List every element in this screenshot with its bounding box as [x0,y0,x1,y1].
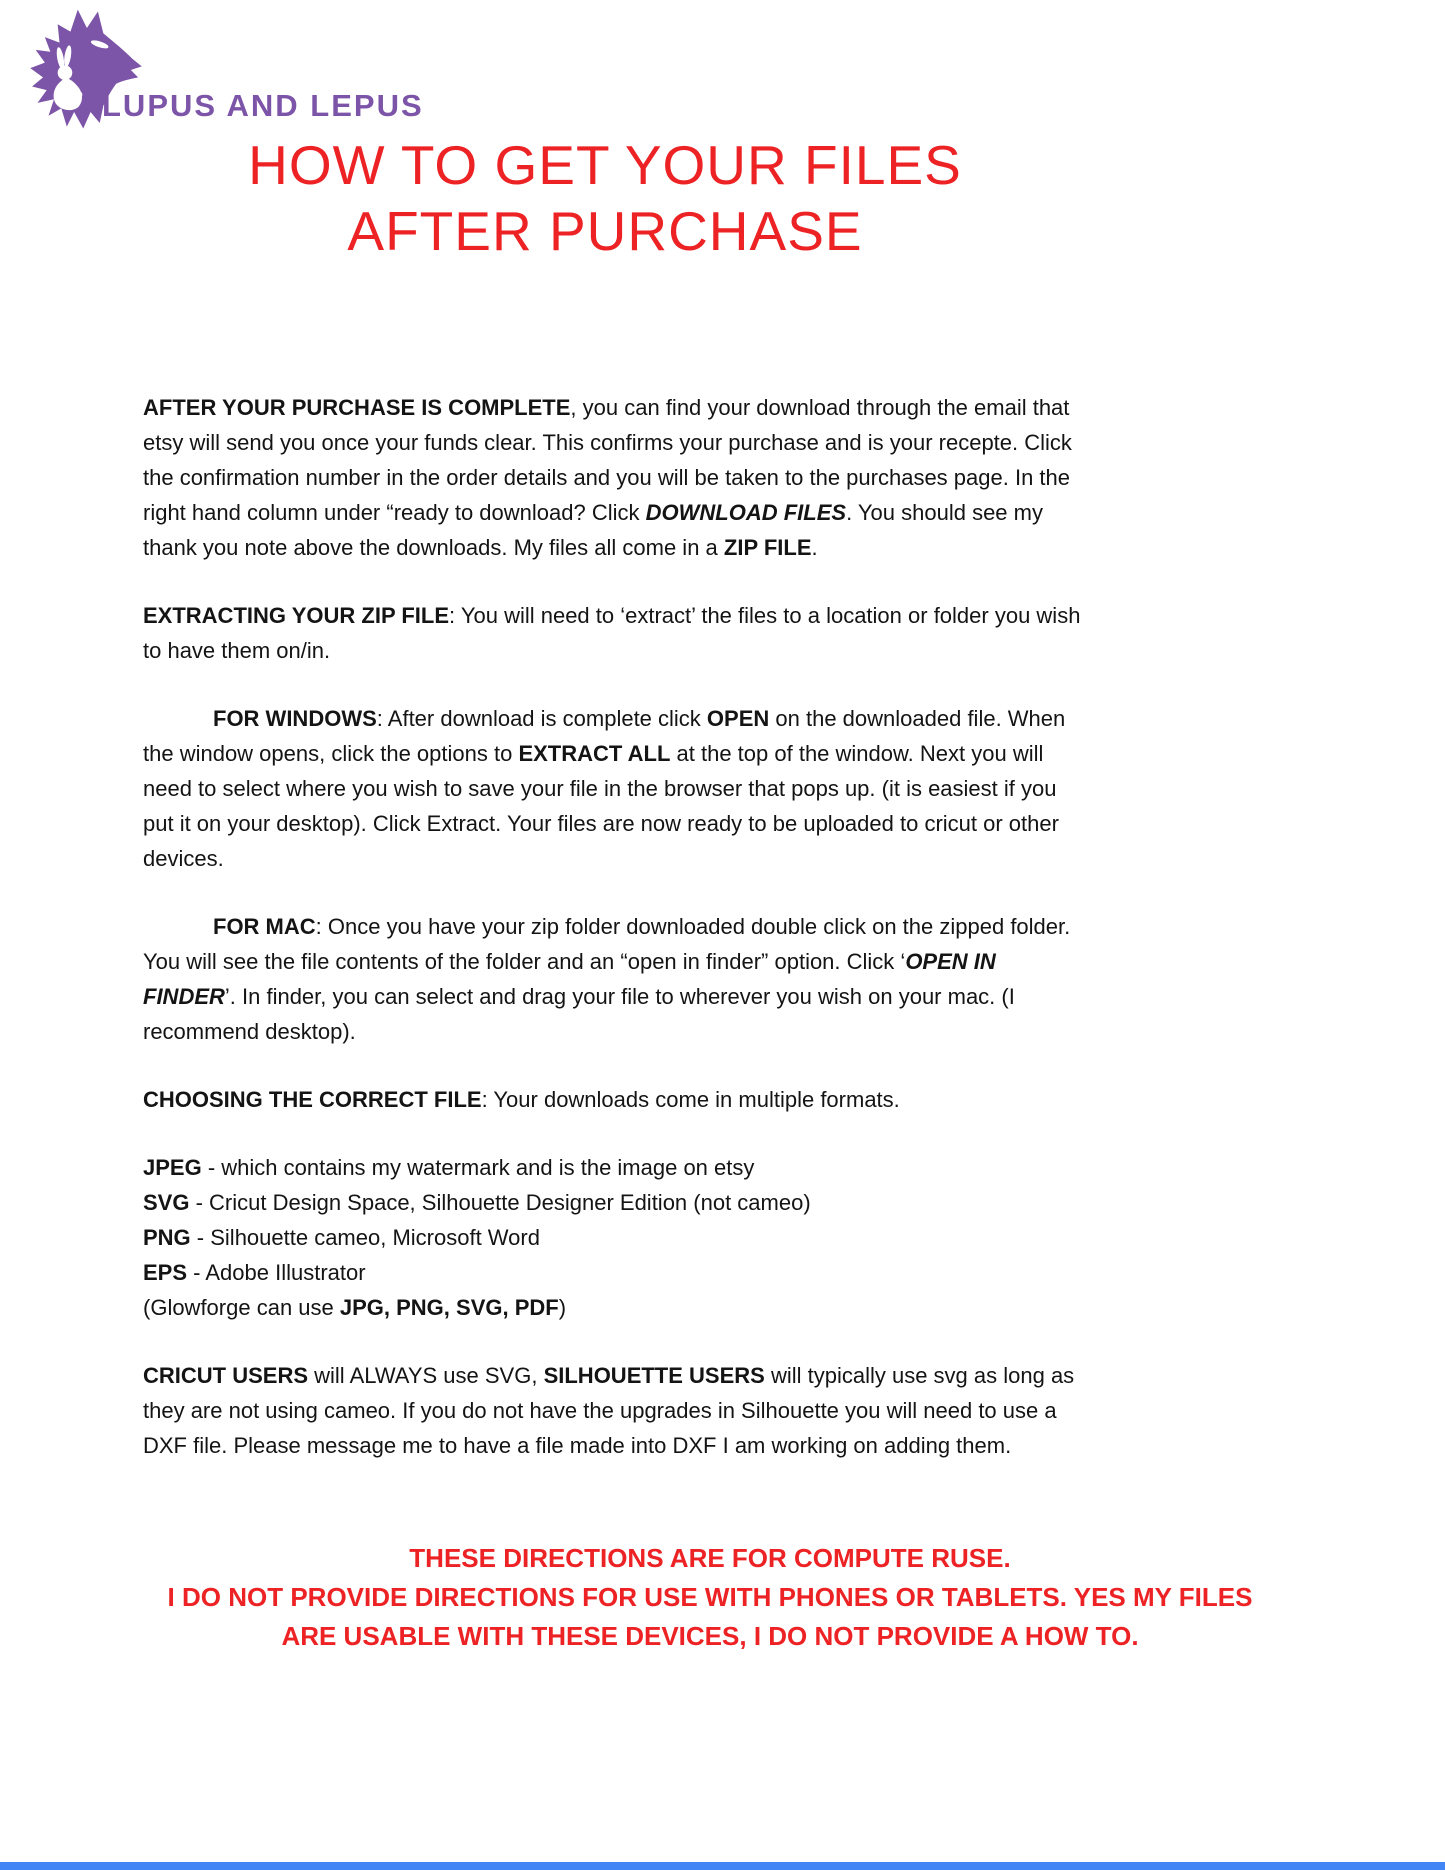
format-eps: EPS - Adobe Illustrator [143,1260,366,1285]
format-png: PNG - Silhouette cameo, Microsoft Word [143,1225,540,1250]
page-title-line2: AFTER PURCHASE [347,200,863,262]
bottom-blue-bar [0,1862,1445,1870]
para-cricut-users: CRICUT USERS will ALWAYS use SVG, SILHOUETTE USERS will typically use svg as long as they are not using cameo. If you do not have the upgrades in Silhouette you will need to use a DXF file. Please message me to have a file made into DXF I am working on adding them. [143,1363,1075,1458]
page-title-line1: HOW TO GET YOUR FILES [248,134,962,196]
format-glowforge: (Glowforge can use JPG, PNG, SVG, PDF) [143,1295,567,1320]
para-after-purchase: AFTER YOUR PURCHASE IS COMPLETE, you can find your download through the email that etsy will send you once your funds clear. This confirms your purchase and is your recepte. Click the confirmation number in the order details and you will be taken to the purchases page. In the right hand column under “ready to download? Click DOWNLOAD FILES. You should see my thank you note above the downloads. My files all come in a ZIP FILE. [143,395,1072,560]
format-svg: SVG - Cricut Design Space, Silhouette Designer Edition (not cameo) [143,1190,811,1215]
footer-warning [85,1539,1335,1656]
brand-name: LUPUS AND LEPUS [102,88,424,123]
para-for-mac: FOR MAC: Once you have your zip folder downloaded double click on the zipped folder. You will see the file contents of the folder and an “open in finder” option. Click ‘OPEN IN FINDER’. In finder, you can select and drag your file to wherever you wish on your mac. (I recommend desktop). [143,914,1071,1044]
page-title [0,132,1210,264]
format-jpeg: JPEG - which contains my watermark and is the image on etsy [143,1155,755,1180]
footer-warning-line1: THESE DIRECTIONS ARE FOR COMPUTE RUSE. [409,1543,1011,1573]
body-blocks [143,390,1091,1496]
brand-logo [26,6,424,134]
footer-warning-line2: I DO NOT PROVIDE DIRECTIONS FOR USE WITH PHONES OR TABLETS. YES MY FILES [167,1582,1253,1612]
para-for-windows: FOR WINDOWS: After download is complete click OPEN on the downloaded file. When the window opens, click the options to EXTRACT ALL at the top of the window. Next you will need to select where you wish to save your file in the browser that pops up. (it is easiest if you put it on your desktop). Click Extract. Your files are now ready to be uploaded to cricut or other devices. [143,706,1066,871]
footer-warning-line3: ARE USABLE WITH THESE DEVICES, I DO NOT PROVIDE A HOW TO. [281,1621,1139,1651]
para-extracting-zip: EXTRACTING YOUR ZIP FILE: You will need to ‘extract’ the files to a location or folder you wish to have them on/in. [143,603,1081,663]
para-choosing-file: CHOOSING THE CORRECT FILE: Your downloads come in multiple formats. [143,1087,900,1112]
